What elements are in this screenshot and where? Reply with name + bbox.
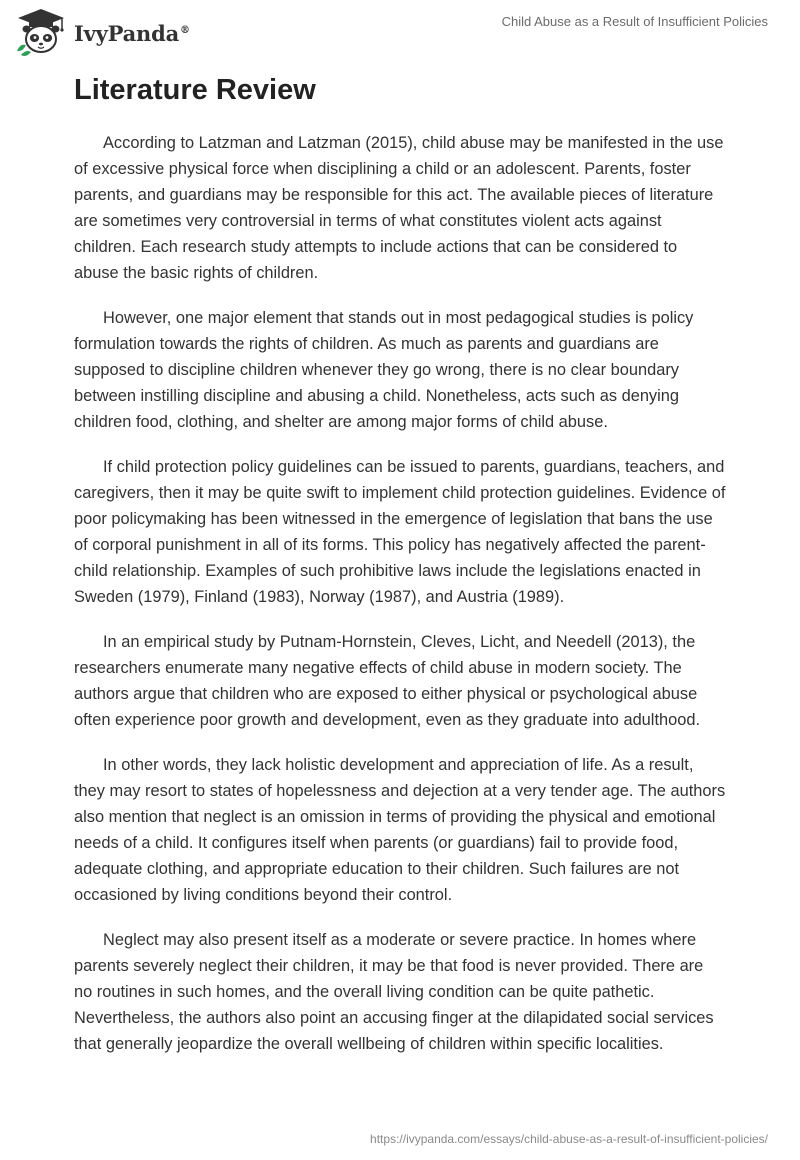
paragraph-4: In an empirical study by Putnam-Hornstein, Cleves, Licht, and Needell (2013), the researchers enumerate many negative effects of child abuse in modern society. The authors argue that children who are exposed to either physical or psychological abuse often experience poor growth and development, even as they graduate into adulthood. bbox=[74, 633, 701, 729]
paragraph-6: Neglect may also present itself as a moderate or severe practice. In homes where parents severely neglect their children, it may be that food is never provided. There are no routines in such homes, and the overall living condition can be quite pathetic. Nevertheless, the authors also point an accusing finger at the dilapidated social services that generally jeopardize the overall wellbeing of children within specific localities. bbox=[74, 931, 714, 1053]
panda-graduate-icon bbox=[14, 7, 68, 57]
section-heading: Literature Review bbox=[74, 74, 316, 106]
running-title: Child Abuse as a Result of Insufficient Policies bbox=[501, 14, 768, 29]
paragraph-2: However, one major element that stands out in most pedagogical studies is policy formulation towards the rights of children. As much as parents and guardians are supposed to discipline children whenever they go wrong, there is no clear boundary between instilling discipline and abusing a child. Nonetheless, acts such as denying children food, clothing, and shelter are among major forms of child abuse. bbox=[74, 309, 694, 431]
ivypanda-logo[interactable] bbox=[14, 7, 190, 57]
article-body bbox=[74, 72, 726, 1076]
source-url[interactable]: https://ivypanda.com/essays/child-abuse-as-a-result-of-insufficient-policies/ bbox=[370, 1132, 768, 1146]
page-header bbox=[0, 0, 800, 60]
brand-name: IvyPanda® bbox=[74, 20, 190, 46]
paragraph-5: In other words, they lack holistic development and appreciation of life. As a result, they may resort to states of hopelessness and dejection at a very tender age. The authors also mention that neglect is an omission in terms of providing the physical and emotional needs of a child. It configures itself when parents (or guardians) fail to provide food, adequate clothing, and appropriate education to their children. Such failures are not occasioned by living conditions beyond their control. bbox=[74, 756, 726, 904]
paragraph-3: If child protection policy guidelines can be issued to parents, guardians, teachers, and caregivers, then it may be quite swift to implement child protection guidelines. Evidence of poor policymaking has been witnessed in the emergence of legislation that bans the use of corporal punishment in all of its forms. This policy has negatively affected the parent-child relationship. Examples of such prohibitive laws include the legislations enacted in Sweden (1979), Finland (1983), Norway (1987), and Austria (1989). bbox=[74, 458, 726, 606]
paragraph-1: According to Latzman and Latzman (2015), child abuse may be manifested in the use of excessive physical force when disciplining a child or an adolescent. Parents, foster parents, and guardians may be responsible for this act. The available pieces of literature are sometimes very controversial in terms of what constitutes violent acts against children. Each research study attempts to include actions that can be considered to abuse the basic rights of children. bbox=[74, 134, 724, 282]
